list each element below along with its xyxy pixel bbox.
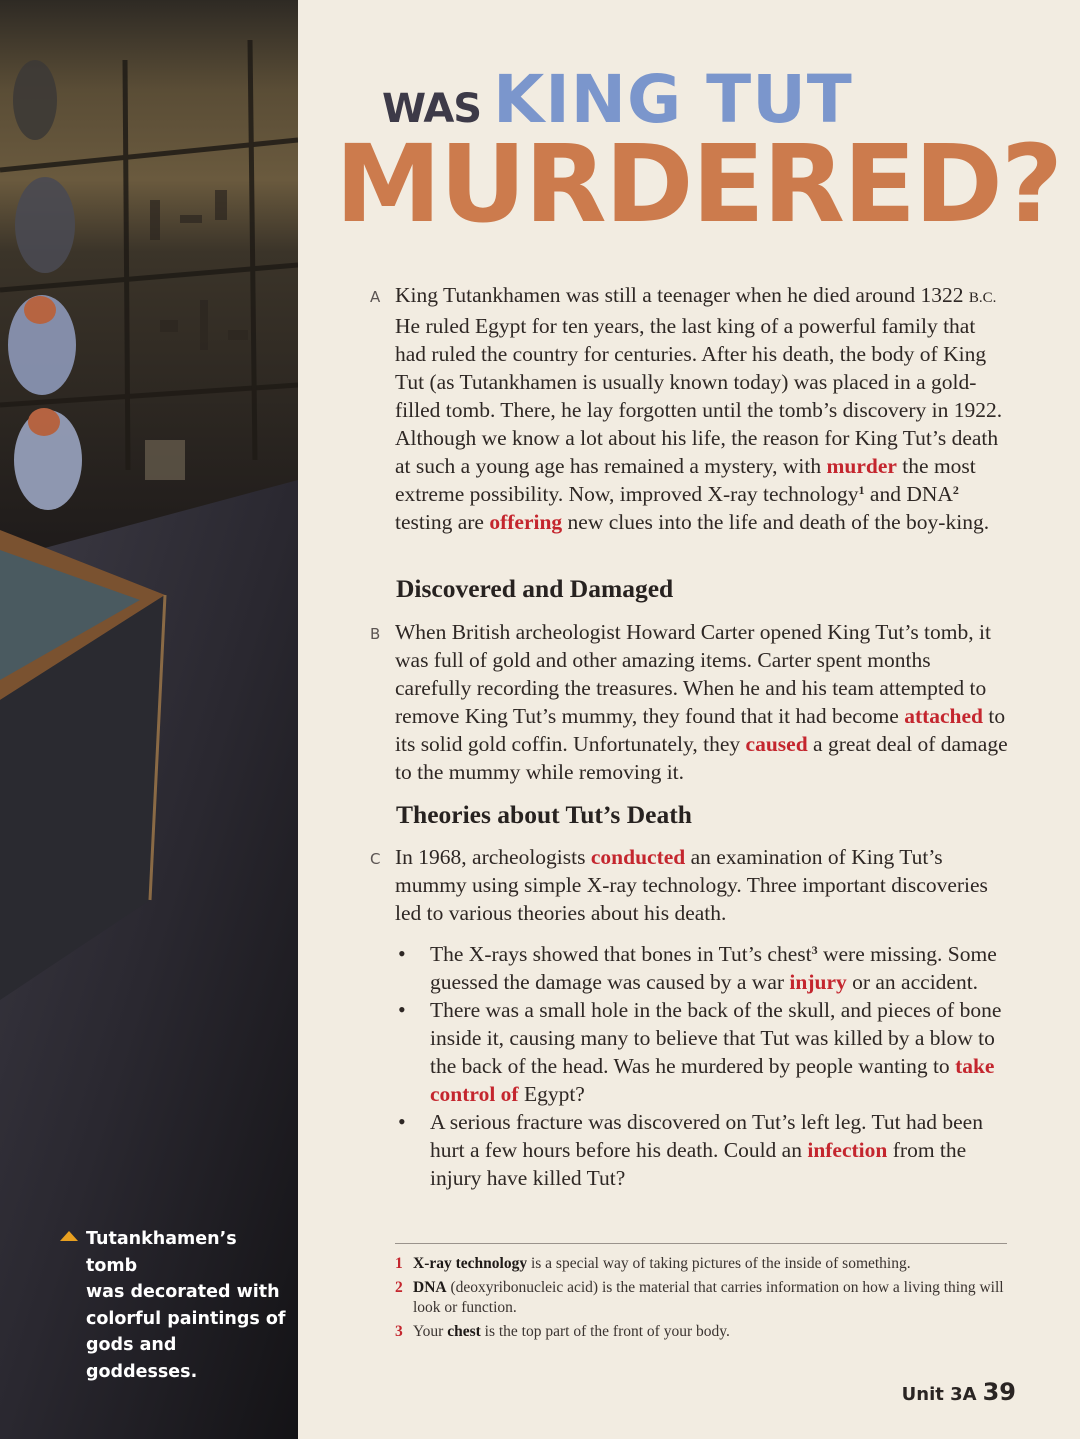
vocab-word: infection <box>807 1138 888 1162</box>
vocab-word: offering <box>489 510 563 534</box>
caption-line: Tutankhamen’s tomb <box>86 1229 237 1276</box>
paragraph-letter-a: A <box>370 288 381 306</box>
paragraph-a: King Tutankhamen was still a teenager when he died around 1322 B.C. He ruled Egypt for ten years, the last king of a powerful family that had ruled the country for centuries. After his death, the body of King Tut (as Tutankhamen is usually known today) was placed in a gold-filled tomb. There, he lay forgotten until the tomb’s discovery in 1922. Although we know a lot about his life, the reason for King Tut’s death at such a young age has remained a mystery, with murder the most extreme possibility. Now, improved X-ray technology$^1$ and DNA$^2$ testing are offering new clues into the life and death of the boy-king. <box>395 283 1003 534</box>
tomb-wall-painting <box>0 0 298 1439</box>
bullet-icon: • <box>398 941 406 966</box>
bullet-icon: • <box>398 1109 406 1134</box>
footnotes <box>395 1254 1005 1346</box>
title-king-tut: KING TUT <box>493 61 853 138</box>
tomb-photo <box>0 0 298 1439</box>
caption-line: was decorated with <box>86 1282 280 1302</box>
theory-list <box>395 940 1010 1192</box>
footnote-ref: 1 <box>858 483 865 497</box>
paragraph-letter-c: C <box>370 850 381 868</box>
caret-up-icon <box>60 1231 78 1241</box>
footnote-ref: 2 <box>952 483 959 497</box>
footnote-divider <box>395 1243 1007 1244</box>
vocab-word: take control of <box>430 1054 995 1106</box>
footnote-2: 2 DNA (deoxyribonucleic acid) is the material that carries information on how a living thing will look or function. <box>395 1279 1004 1316</box>
footnote-1: 1 X-ray technology is a special way of taking pictures of the inside of something. <box>395 1255 911 1272</box>
page-number: 39 <box>982 1378 1016 1406</box>
unit-label: Unit 3A <box>901 1384 977 1405</box>
list-item: • There was a small hole in the back of the skull, and pieces of bone inside it, causing many to believe that Tut was killed by a blow to the back of the head. Was he murdered by people wanting to take control of Egypt? <box>398 997 1002 1106</box>
title-was: WAS <box>382 86 482 132</box>
caption-line: colorful paintings of <box>86 1308 286 1329</box>
list-item: • The X-rays showed that bones in Tut’s chest$^3$ were missing. Some guessed the damage was caused by a war injury or an accident. <box>398 941 997 994</box>
vocab-word: injury <box>789 970 847 994</box>
title-murdered: MURDERED? <box>335 123 1062 247</box>
paragraph-b: When British archeologist Howard Carter opened King Tut’s tomb, it was full of gold and other amazing items. Carter spent months carefully recording the treasures. When he and his team attempted to remove King Tut’s mummy, they found that it had become attached to its solid gold coffin. Unfortunately, they caused a great deal of damage to the mummy while removing it. <box>395 620 1008 784</box>
paragraph-letter-b: B <box>370 625 381 643</box>
vocab-word: caused <box>745 732 808 756</box>
vocab-word: murder <box>826 454 897 478</box>
caption-line: gods and goddesses. <box>86 1335 198 1382</box>
page-footer <box>902 1378 1016 1406</box>
section-heading-discovered: Discovered and Damaged <box>396 574 674 603</box>
section-heading-theories: Theories about Tut’s Death <box>396 800 692 829</box>
footnote-ref: 3 <box>811 943 818 957</box>
list-item: • A serious fracture was discovered on Tut’s left leg. Tut had been hurt a few hours before his death. Could an infection from the injury have killed Tut? <box>398 1109 983 1190</box>
vocab-word: attached <box>904 704 984 728</box>
bullet-icon: • <box>398 997 406 1022</box>
photo-caption <box>62 1226 287 1385</box>
paragraph-c: In 1968, archeologists conducted an examination of King Tut’s mummy using simple X-ray technology. Three important discoveries led to various theories about his death. <box>395 845 988 925</box>
footnote-3: 3 Your chest is the top part of the front of your body. <box>395 1323 730 1340</box>
vocab-word: conducted <box>590 845 686 869</box>
